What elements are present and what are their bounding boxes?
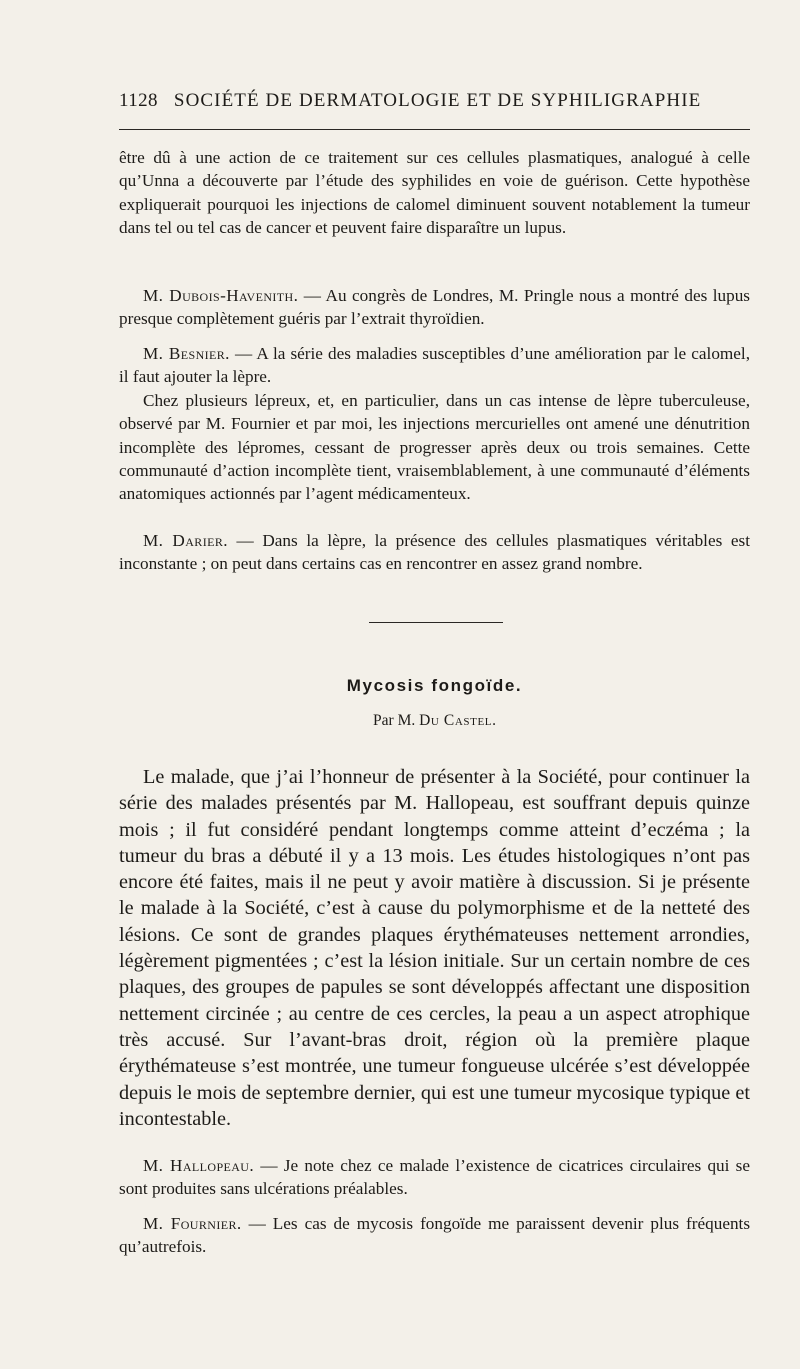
running-title: SOCIÉTÉ DE DERMATOLOGIE ET DE SYPHILIGRAPHIE: [173, 90, 702, 111]
speaker-remark: — Dans la lèpre, la présence des cellules plasmatiques véritables est inconstante ; on peut dans certains cas en rencontrer en assez grand nombre.: [119, 531, 750, 574]
continuation-paragraph: être dû à une action de ce traitement sur ces cellules plasmatiques, analogué à celle qu’Unna a découverte par l’étude des syphilides en voie de guérison. Cette hypothèse expliquerait pourquoi les injections de calomel diminuent souvent notablement la tumeur dans tel ou tel cas de cancer et peuvent faire disparaître un lupus.: [119, 148, 750, 238]
discussion-item-darier: [119, 529, 750, 576]
running-header: [119, 90, 750, 112]
section-byline: Par M. Du Castel.: [373, 712, 496, 729]
speaker-name: M. Darier.: [143, 531, 228, 550]
speaker-remark: — Je note chez ce malade l’existence de cicatrices circulaires qui se sont produites sans ulcérations préalables.: [119, 1156, 750, 1199]
section-body-paragraph: Le malade, que j’ai l’honneur de présenter à la Société, pour continuer la série des malades présentés par M. Hallopeau, est souffrant depuis quinze mois ; il fut considéré pendant longtemps comme atteint d’eczéma ; la tumeur du bras a débuté il y a 13 mois. Les études histologiques n’ont pas encore été faites, mais il ne peut y avoir matière à discussion. Si je présente le malade à la Société, c’est à cause du polymorphisme et de la netteté des lésions. Ce sont de grandes plaques érythémateuses nettement arrondies, légèrement pigmentées ; c’est la lésion initiale. Sur un certain nombre de ces plaques, des groupes de papules se sont développés affectant une disposition nettement circinée ; au centre de ces cercles, la peau a un aspect atrophique très accusé. Sur l’avant-bras droit, région où la première plaque érythémateuse s’est montrée, une tumeur fongueuse ulcérée s’est développée depuis le mois de septembre dernier, qui est une tumeur mycosique typique et incontestable.: [119, 766, 750, 1130]
speaker-name: M. Besnier.: [143, 344, 230, 363]
continuation-block: [119, 146, 750, 240]
section-separator: [369, 622, 503, 623]
discussion-item-besnier: [119, 342, 750, 506]
speaker-remark: — Au congrès de Londres, M. Pringle nous a montré des lupus presque complètement guéris par l’extrait thyroïdien.: [119, 286, 751, 329]
speaker-remark: — A la série des maladies susceptibles d’une amélioration par le calomel, il faut ajouter la lèpre.: [119, 344, 750, 387]
byline-author: Du Castel: [419, 712, 493, 729]
page-number: 1128: [119, 90, 158, 111]
followup-item-fournier: [119, 1212, 750, 1259]
speaker-name: M. Fournier.: [143, 1214, 242, 1233]
speaker-name: M. Hallopeau.: [143, 1156, 255, 1175]
followup-item-hallopeau: [119, 1154, 750, 1201]
besnier-continuation: Chez plusieurs lépreux, et, en particulier, dans un cas intense de lèpre tuberculeuse, observé par M. Fournier et par moi, les injections mercurielles ont amené une dénutrition incomplète des lépromes, cessant de progresser après deux ou trois semaines. Cette communauté d’action incomplète tient, vraisemblablement, à une communauté d’éléments anatomiques actionnés par l’agent médicamenteux.: [119, 390, 750, 504]
section-title: Mycosis fongoïde.: [346, 676, 523, 695]
speaker-remark: — Les cas de mycosis fongoïde me paraissent devenir plus fréquents qu’autrefois.: [119, 1214, 751, 1257]
speaker-name: M. Dubois-Havenith.: [143, 286, 299, 305]
header-rule: [119, 129, 750, 130]
section-body: [119, 764, 750, 1132]
discussion-item-dubois: [119, 284, 750, 331]
